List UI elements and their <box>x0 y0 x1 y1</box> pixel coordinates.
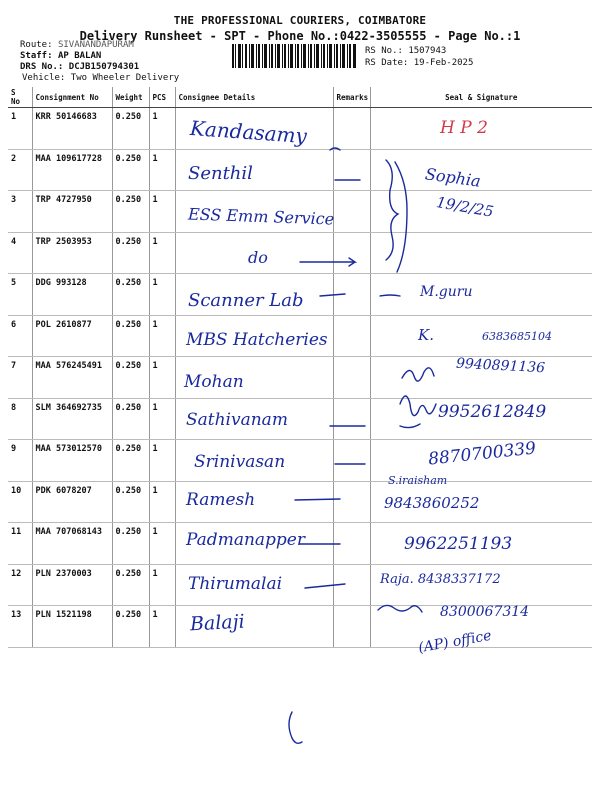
row-pcs: 1 <box>149 315 175 357</box>
row-remarks-cell <box>333 274 370 316</box>
col-header-sno: S No <box>8 87 32 108</box>
vehicle-value: Two Wheeler Delivery <box>70 73 180 83</box>
row-remarks-cell <box>333 191 370 233</box>
row-remarks-cell <box>333 481 370 523</box>
row-sno: 8 <box>8 398 32 440</box>
row-weight: 0.250 <box>112 523 149 565</box>
row-weight: 0.250 <box>112 149 149 191</box>
row-remarks-cell <box>333 606 370 648</box>
row-signature-cell <box>370 274 592 316</box>
row-weight: 0.250 <box>112 357 149 399</box>
row-sno: 4 <box>8 232 32 274</box>
row-pcs: 1 <box>149 606 175 648</box>
route-value: SIVANANDAPURAM <box>57 40 134 50</box>
handwritten-consignee: MBS Hatcheries <box>186 330 328 350</box>
row-sno: 2 <box>8 149 32 191</box>
row-consignment: PDK 6078207 <box>32 481 112 523</box>
staff-line <box>20 51 101 61</box>
row-weight: 0.250 <box>112 315 149 357</box>
row-remarks-cell <box>333 315 370 357</box>
row-sno: 9 <box>8 440 32 482</box>
row-sno: 12 <box>8 564 32 606</box>
row-weight: 0.250 <box>112 232 149 274</box>
vehicle-line <box>22 73 179 83</box>
handwritten-phone: 9940891136 <box>455 355 546 377</box>
col-header-signature: Seal & Signature <box>370 87 592 108</box>
staff-value: AP BALAN <box>57 51 102 61</box>
row-sno: 1 <box>8 108 32 150</box>
row-pcs: 1 <box>149 274 175 316</box>
staff-label: Staff: <box>20 51 53 61</box>
rs-number: RS No.: 1507943 <box>365 46 447 56</box>
row-pcs: 1 <box>149 440 175 482</box>
row-consignment: DDG 993128 <box>32 274 112 316</box>
handwritten-phone: 8300067314 <box>440 604 530 620</box>
row-sno: 11 <box>8 523 32 565</box>
row-signature-cell <box>370 232 592 274</box>
handwritten-consignee: do <box>248 248 268 267</box>
col-header-consignment: Consignment No <box>32 87 112 108</box>
row-sno: 10 <box>8 481 32 523</box>
row-pcs: 1 <box>149 149 175 191</box>
row-weight: 0.250 <box>112 191 149 233</box>
row-consignment: PLN 2370003 <box>32 564 112 606</box>
route-label: Route: <box>20 40 53 50</box>
row-weight: 0.250 <box>112 481 149 523</box>
table-row <box>8 149 592 191</box>
handwritten-consignee: Padmanapper <box>186 530 305 550</box>
handwritten-phone: 9952612849 <box>438 402 547 422</box>
handwritten-signature: Sophia <box>423 164 482 191</box>
handwritten-signature: K. <box>418 326 434 344</box>
row-remarks-cell <box>333 108 370 150</box>
col-header-weight: Weight <box>112 87 149 108</box>
row-consignment: MAA 573012570 <box>32 440 112 482</box>
table-row <box>8 481 592 523</box>
row-weight: 0.250 <box>112 398 149 440</box>
table-row <box>8 564 592 606</box>
row-consignment: MAA 707068143 <box>32 523 112 565</box>
row-remarks-cell <box>333 232 370 274</box>
drs-label: DRS No.: <box>20 62 64 72</box>
row-weight: 0.250 <box>112 440 149 482</box>
row-pcs: 1 <box>149 108 175 150</box>
row-weight: 0.250 <box>112 564 149 606</box>
row-pcs: 1 <box>149 523 175 565</box>
row-consignment: PLN 1521198 <box>32 606 112 648</box>
row-remarks-cell <box>333 149 370 191</box>
route-line <box>20 40 134 50</box>
row-weight: 0.250 <box>112 108 149 150</box>
handwritten-phone: 9962251193 <box>404 534 513 554</box>
row-sno: 7 <box>8 357 32 399</box>
row-pcs: 1 <box>149 398 175 440</box>
row-pcs: 1 <box>149 481 175 523</box>
row-weight: 0.250 <box>112 274 149 316</box>
row-weight: 0.250 <box>112 606 149 648</box>
row-pcs: 1 <box>149 191 175 233</box>
row-pcs: 1 <box>149 357 175 399</box>
row-remarks-cell <box>333 564 370 606</box>
col-header-remarks: Remarks <box>333 87 370 108</box>
row-consignment: TRP 2503953 <box>32 232 112 274</box>
row-consignment: KRR 50146683 <box>32 108 112 150</box>
row-consignment: SLM 364692735 <box>32 398 112 440</box>
handwritten-consignee: Senthil <box>188 163 253 184</box>
row-remarks-cell <box>333 357 370 399</box>
row-remarks-cell <box>333 440 370 482</box>
handwritten-signature: Raja. 8438337172 <box>380 572 501 587</box>
row-sno: 3 <box>8 191 32 233</box>
handwritten-consignee: Srinivasan <box>194 452 286 472</box>
handwritten-consignee: ESS Emm Service <box>187 204 335 229</box>
handwritten-phone: 6383685104 <box>482 330 552 343</box>
handwritten-red-mark: H P 2 <box>440 118 488 138</box>
handwritten-signature: M.guru <box>420 284 473 300</box>
col-header-consignee: Consignee Details <box>175 87 333 108</box>
runsheet-subtitle: Delivery Runsheet - SPT - Phone No.:0422-3505555 - Page No.:1 <box>79 29 521 43</box>
row-signature-cell <box>370 149 592 191</box>
handwritten-consignee: Thirumalai <box>188 574 283 594</box>
row-pcs: 1 <box>149 232 175 274</box>
row-consignment: MAA 576245491 <box>32 357 112 399</box>
row-consignment: MAA 109617728 <box>32 149 112 191</box>
company-title: THE PROFESSIONAL COURIERS, COIMBATORE <box>173 14 427 27</box>
handwritten-consignee: Ramesh <box>186 490 256 510</box>
row-remarks-cell <box>333 398 370 440</box>
row-signature-cell <box>370 315 592 357</box>
col-header-pcs: PCS <box>149 87 175 108</box>
row-sno: 13 <box>8 606 32 648</box>
vehicle-label: Vehicle: <box>22 73 66 83</box>
handwritten-date: 19/2/25 <box>434 193 495 221</box>
row-consignment: POL 2610877 <box>32 315 112 357</box>
handwritten-phone: 9843860252 <box>384 494 480 512</box>
table-header-row <box>8 87 592 108</box>
handwritten-phone: 8870700339 <box>427 438 537 470</box>
drs-value: DCJB150794301 <box>68 62 140 72</box>
rs-date: RS Date: 19-Feb-2025 <box>365 58 474 68</box>
handwritten-consignee: Scanner Lab <box>188 290 304 311</box>
row-remarks-cell <box>333 523 370 565</box>
handwritten-consignee: Kandasamy <box>189 115 308 149</box>
handwritten-signature: S.iraisham <box>388 474 448 487</box>
row-consignment: TRP 4727950 <box>32 191 112 233</box>
row-pcs: 1 <box>149 564 175 606</box>
handwritten-consignee: Balaji <box>189 610 246 636</box>
row-sno: 5 <box>8 274 32 316</box>
handwritten-consignee: Mohan <box>184 372 244 392</box>
handwritten-signature: (AP) office <box>417 627 493 657</box>
table-row <box>8 232 592 274</box>
drs-line <box>20 62 139 72</box>
handwritten-consignee: Sathivanam <box>186 410 288 430</box>
barcode-image <box>232 44 356 68</box>
row-sno: 6 <box>8 315 32 357</box>
